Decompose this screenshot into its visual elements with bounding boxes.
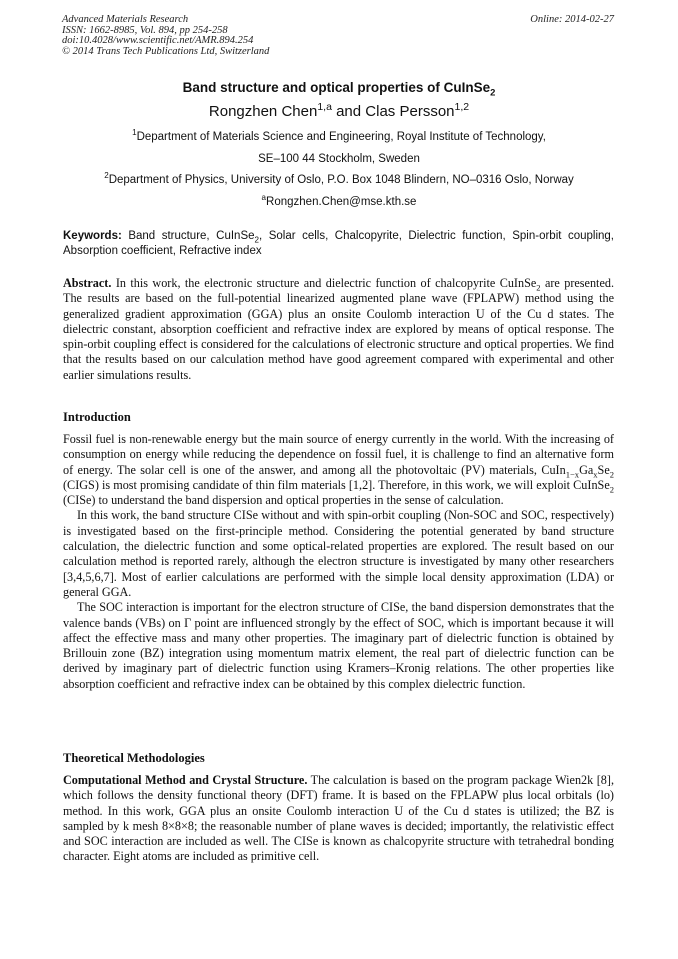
abstract-block: Abstract. In this work, the electronic structure and dielectric function of chalcopyrite CuInSe$_2$ are presented. The results are based on the full-potential linearized augmented plane wave (FPLAPW) method using the generalized gradient approximation (GGA) plus an onsite Coulomb interaction U of the Cu d states. The dielectric constant, absorption coefficient and refractive index are explored by means of optical response. The spin-orbit coupling effect is considered for the calculations of electronic structure and optical properties. We find that the results based on our calculation method have good agreement compared with experimental and other earlier simulations results. bbox=[63, 276, 614, 382]
abstract-label: Abstract. bbox=[63, 276, 112, 290]
doi-line: doi:10.4028/www.scientific.net/AMR.894.254 bbox=[62, 35, 254, 46]
intro-paragraph-2: In this work, the band structure CISe without and with spin-orbit coupling (Non-SOC and SOC, respectively) is investigated based on the first-principle method. Considering the potential generated by band structure calculation, the dielectric function and some optical-related properties are explored. The result based on our calculation method is reported rarely, although the electron structure is investigated by many other researchers [3,4,5,6,7]. Most of earlier calculations are performed with the simple local density approximation (LDA) or general GGA. bbox=[63, 508, 614, 599]
online-date: Online: 2014-02-27 bbox=[530, 14, 614, 25]
author-line: Rongzhen Chen$^{1,a}$ and Clas Persson$^{1,2}$ bbox=[208, 101, 470, 120]
author-email: $^a$Rongzhen.Chen@mse.kth.se bbox=[261, 193, 417, 208]
affiliation-1-line-2: SE–100 44 Stockholm, Sweden bbox=[258, 153, 420, 165]
author-2: Clas Persson bbox=[365, 103, 455, 120]
keywords-block: Keywords: Band structure, CuInSe$_2$, Solar cells, Chalcopyrite, Dielectric function, Spin-orbit coupling, Absorption coefficient, Refractive index bbox=[63, 230, 615, 257]
affiliation-2: $^2$Department of Physics, University of Oslo, P.O. Box 1048 Blindern, NO–0316 Oslo, Norway bbox=[104, 171, 574, 186]
author-1: Rongzhen Chen bbox=[208, 103, 318, 120]
journal-header bbox=[62, 15, 269, 57]
theory-heading: Theoretical Methodologies bbox=[63, 751, 205, 765]
issn-line: ISSN: 1662-8985, Vol. 894, pp 254-258 bbox=[62, 24, 228, 36]
introduction-heading: Introduction bbox=[63, 410, 131, 424]
keywords-label: Keywords: bbox=[63, 230, 122, 242]
method-subheading: Computational Method and Crystal Structure. bbox=[63, 773, 308, 787]
journal-name: Advanced Materials Research bbox=[62, 14, 189, 25]
copyright-line: © 2014 Trans Tech Publications Ltd, Switzerland bbox=[62, 45, 270, 57]
intro-paragraph-1: Fossil fuel is non-renewable energy but the main source of energy currently in the world. With the increasing of consumption on energy while reducing the dependence on fossil fuel, it is challenge to find an alternative form of energy. The solar cell is one of the answer, and among all the photovoltaic (PV) materials, $CuIn_{1-x}Ga_xSe_2$ (CIGS) is most promising candidate of thin film materials [1,2]. Therefore, in this work, we will exploit CuInSe$_2$ (CISe) to understand the band dispersion and optical properties in the sense of calculation. bbox=[63, 432, 614, 508]
paper-title: Band structure and optical properties of CuInSe$_2$ bbox=[182, 80, 496, 99]
introduction-body bbox=[63, 432, 614, 692]
affiliation-1: $^1$Department of Materials Science and Engineering, Royal Institute of Technology, bbox=[132, 128, 546, 143]
intro-paragraph-3: The SOC interaction is important for the electron structure of CISe, the band dispersion demonstrates that the valence bands (VBs) on Γ point are influenced strongly by the effect of SOC, which is important because it will affect the effective mass and many other properties. The imaginary part of dielectric function is obtained by Brillouin zone (BZ) integration using momentum matrix element, the real part of dielectric function can be derived by imaginary part of dielectric function using Kramers–Kronig relations. The other properties like absorption coefficient and refractive index can be obtained by this complex dielectric function. bbox=[63, 600, 614, 691]
method-body: Computational Method and Crystal Structure. The calculation is based on the program package Wien2k [8], which follows the density functional theory (DFT) frame. It is based on the FPLAPW plus local orbitals (lo) method. In this work, GGA plus an onsite Coulomb interaction U of the Cu d states is utilized; the BZ is sampled by k mesh 8×8×8; the reasonable number of plane waves is decided; importantly, the relativistic effect and SOC interaction are included as well. The CISe is known as chalcopyrite structure with tetrahedral bonding character. Eight atoms are included as primitive cell. bbox=[63, 773, 615, 864]
